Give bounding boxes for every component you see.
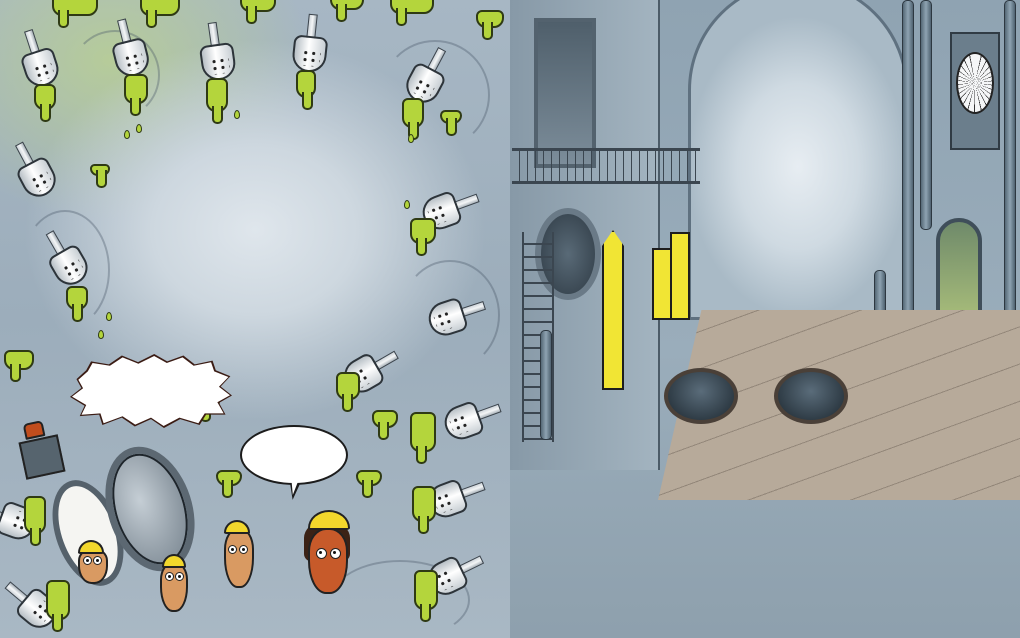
sign-mund-maschine-arrow — [602, 230, 624, 390]
vertical-pipe — [902, 0, 914, 360]
slime-drip — [34, 84, 56, 110]
alarm-siren-box — [18, 434, 65, 479]
slime-blob — [372, 410, 398, 428]
slime-drip — [124, 74, 148, 104]
mucus-nozzle — [429, 400, 486, 448]
slime-droplet — [106, 312, 112, 321]
vertical-pipe — [920, 0, 932, 230]
slime-droplet — [404, 200, 410, 209]
speech-bubble — [240, 425, 348, 485]
slime-drip — [410, 412, 436, 452]
slime-drip — [414, 570, 438, 610]
slime-droplet — [98, 330, 104, 339]
slime-drip — [476, 10, 504, 28]
slime-droplet — [124, 130, 130, 139]
slime-drip — [296, 70, 316, 98]
vertical-pipe — [540, 330, 552, 440]
slime-blob — [216, 470, 242, 486]
slime-blob — [440, 110, 462, 124]
slime-drip — [140, 0, 180, 16]
right-page — [510, 0, 1020, 638]
slime-blob — [356, 470, 382, 486]
slime-drip — [206, 78, 228, 112]
fan-icon — [956, 52, 994, 114]
slime-droplet — [136, 124, 142, 133]
slime-blob — [4, 350, 34, 370]
slime-drip — [240, 0, 276, 12]
manhole-opening — [774, 368, 848, 424]
sign-maschine — [670, 232, 690, 320]
balcony-railing — [512, 148, 700, 184]
slime-drip — [336, 372, 360, 400]
slime-drip — [410, 218, 436, 244]
slime-drip — [66, 286, 88, 310]
mucus-nozzle — [15, 155, 68, 213]
slime-drip — [390, 0, 434, 14]
slime-droplet — [234, 110, 240, 119]
slime-drip — [52, 0, 98, 16]
upper-window — [534, 18, 596, 168]
slime-drip — [330, 0, 364, 10]
slime-drip — [412, 486, 436, 522]
slime-drip — [24, 496, 46, 534]
slime-droplet — [408, 134, 414, 143]
slime-drip — [46, 580, 70, 620]
manhole-opening — [664, 368, 738, 424]
slime-blob — [90, 164, 110, 176]
slime-drip — [402, 98, 424, 128]
